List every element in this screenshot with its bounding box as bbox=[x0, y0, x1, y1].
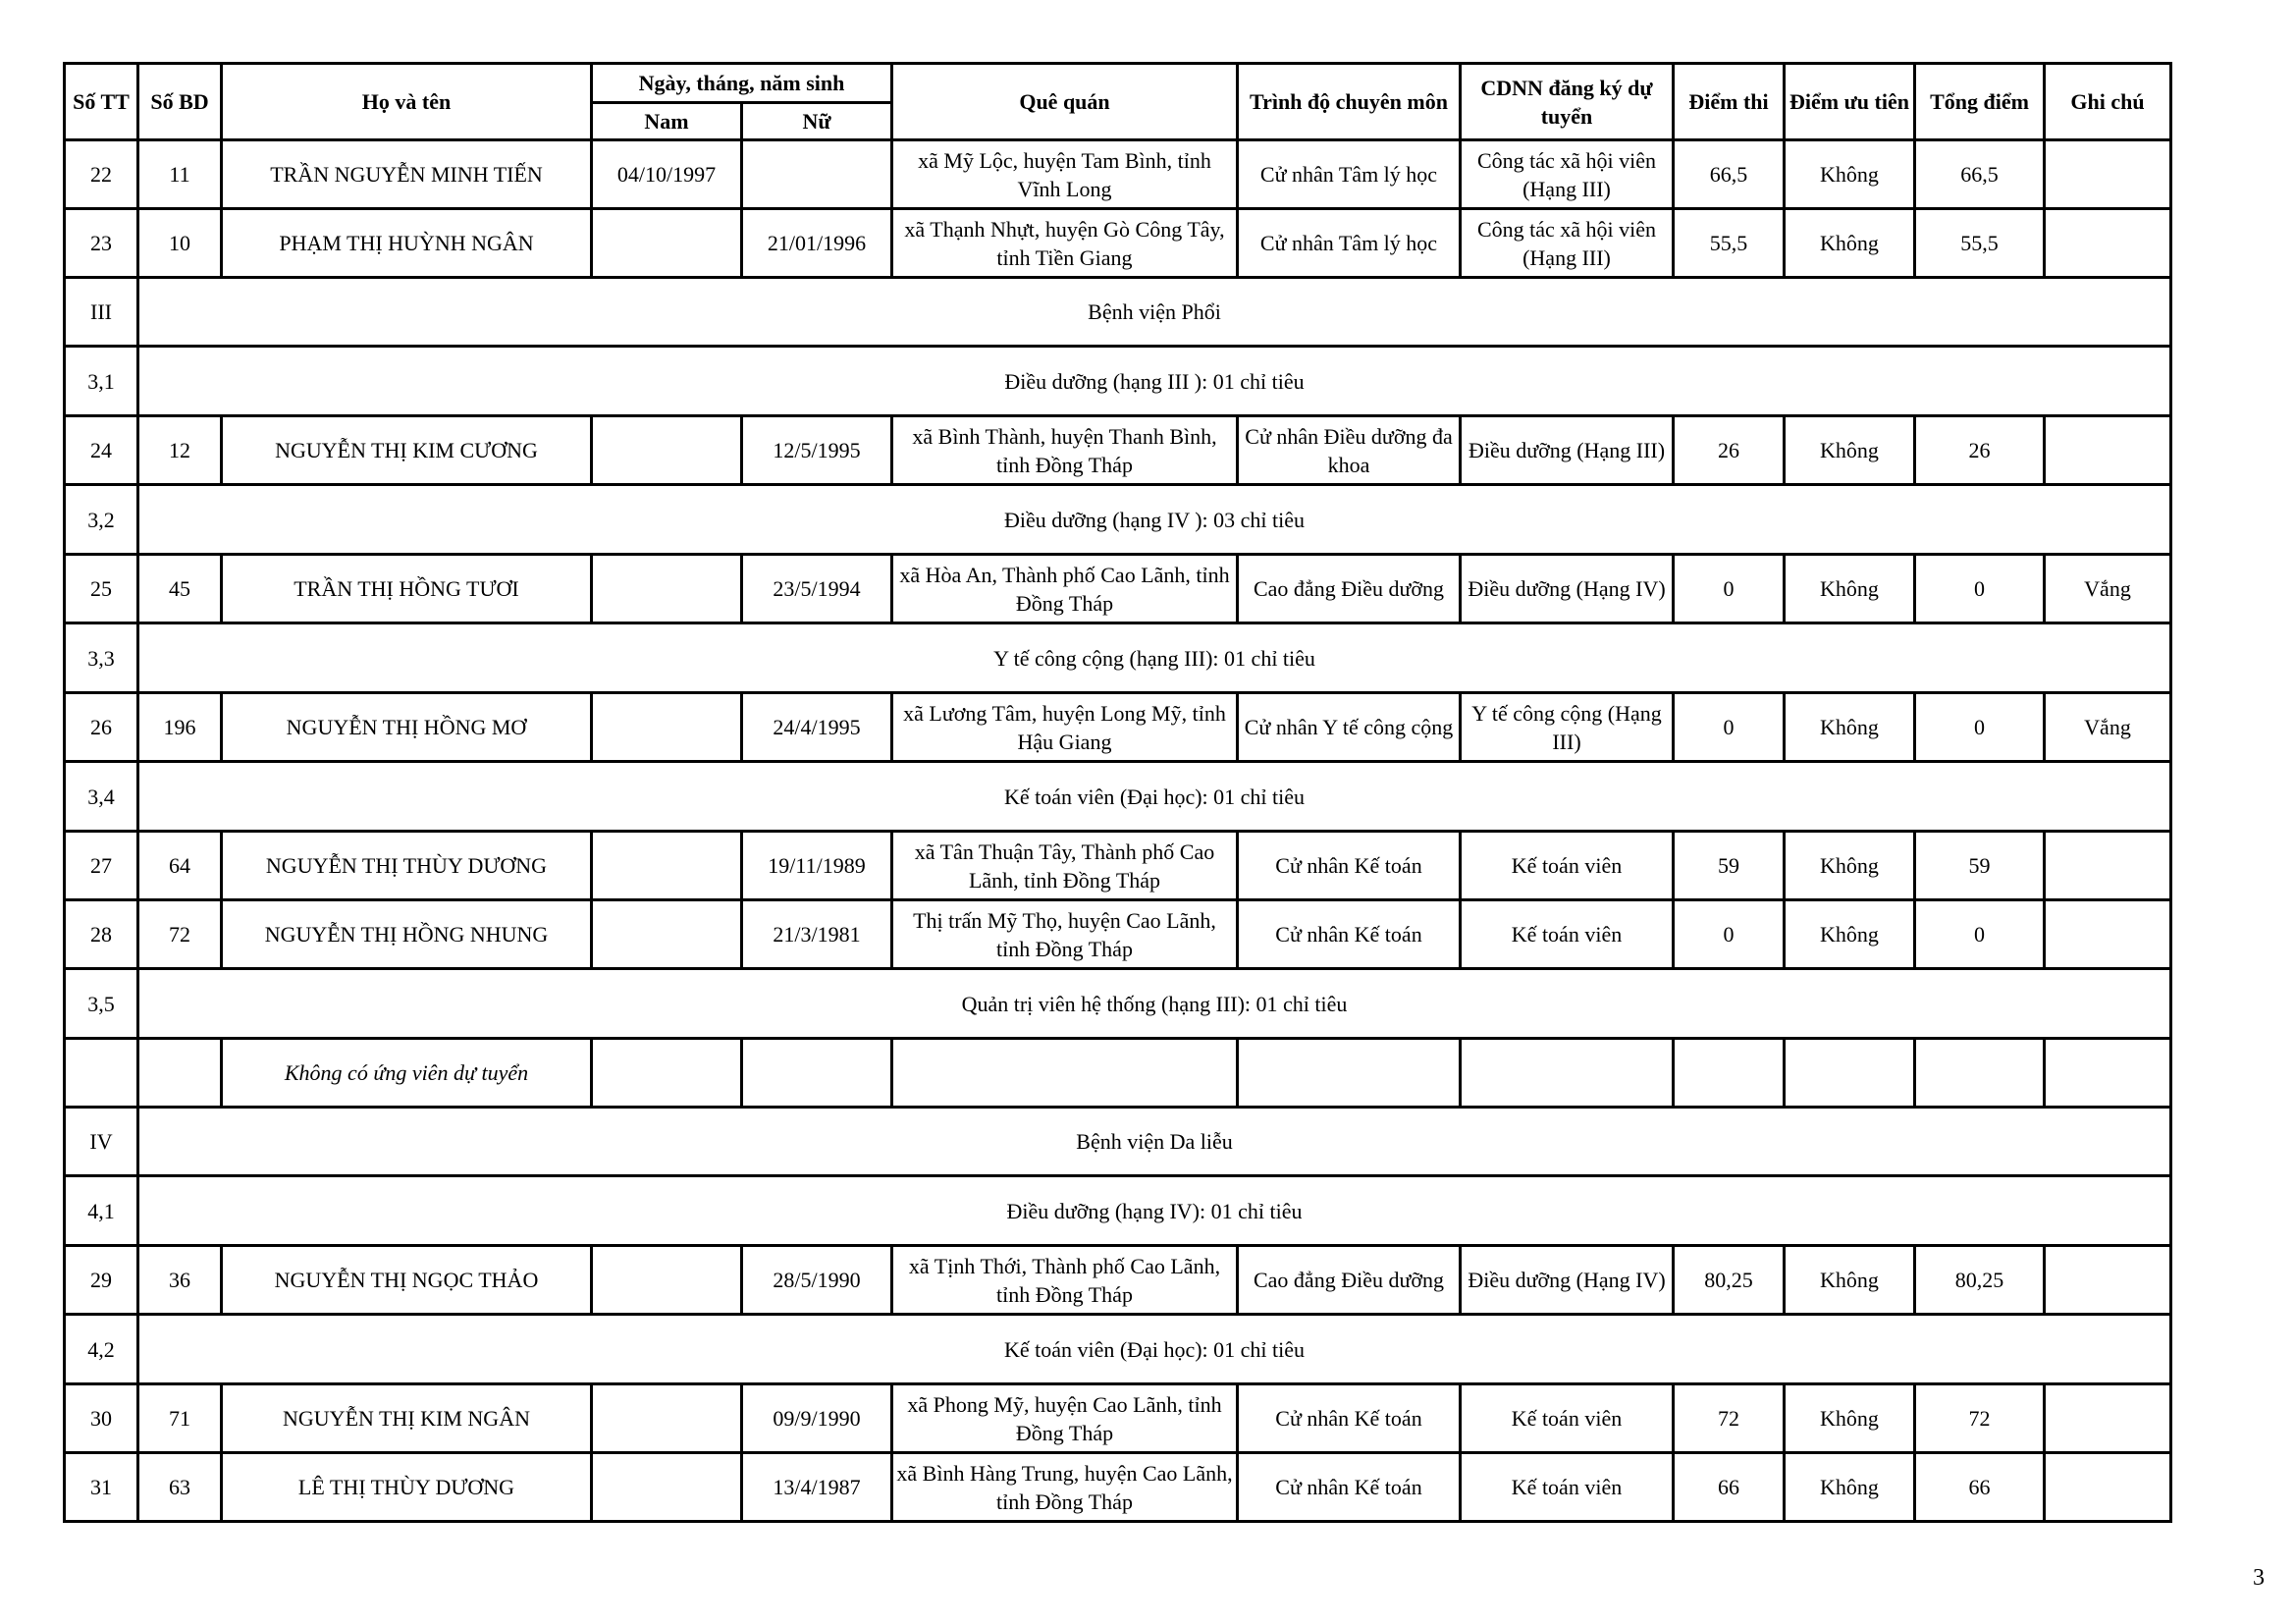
total-score-cell: 0 bbox=[1915, 693, 2045, 762]
male-dob-cell bbox=[592, 555, 742, 623]
hometown-cell: xã Bình Hàng Trung, huyện Cao Lãnh, tỉnh Đồng Tháp bbox=[892, 1453, 1238, 1522]
subsection-title: Điều dưỡng (hạng IV ): 03 chỉ tiêu bbox=[138, 485, 2171, 555]
hometown-cell: xã Tân Thuận Tây, Thành phố Cao Lãnh, tỉnh Đồng Tháp bbox=[892, 832, 1238, 900]
table-row bbox=[65, 900, 2171, 969]
note-cell bbox=[2045, 1246, 2171, 1315]
priority-cell: Không bbox=[1785, 1384, 1915, 1453]
subsection-number: 3,1 bbox=[65, 347, 138, 416]
hometown-cell: xã Lương Tâm, huyện Long Mỹ, tỉnh Hậu Giang bbox=[892, 693, 1238, 762]
exam-score-cell bbox=[1674, 1039, 1785, 1108]
cdnn-cell: Y tế công cộng (Hạng III) bbox=[1461, 693, 1674, 762]
total-score-cell: 0 bbox=[1915, 555, 2045, 623]
name-cell: NGUYỄN THỊ THÙY DƯƠNG bbox=[222, 832, 592, 900]
total-score-cell: 66 bbox=[1915, 1453, 2045, 1522]
name-cell: PHẠM THỊ HUỲNH NGÂN bbox=[222, 209, 592, 278]
subsection-number: 3,3 bbox=[65, 623, 138, 693]
stt-cell: 24 bbox=[65, 416, 138, 485]
section-row bbox=[65, 278, 2171, 347]
cdnn-cell: Điều dưỡng (Hạng IV) bbox=[1461, 555, 1674, 623]
candidate-results-table bbox=[63, 62, 2172, 1523]
female-dob-cell: 12/5/1995 bbox=[742, 416, 892, 485]
cdnn-cell: Kế toán viên bbox=[1461, 1384, 1674, 1453]
subsection-title: Kế toán viên (Đại học): 01 chỉ tiêu bbox=[138, 1315, 2171, 1384]
qualification-cell: Cao đẳng Điều dưỡng bbox=[1238, 555, 1461, 623]
header-total: Tổng điểm bbox=[1915, 64, 2045, 140]
header-exam: Điểm thi bbox=[1674, 64, 1785, 140]
table-row bbox=[65, 1384, 2171, 1453]
priority-cell: Không bbox=[1785, 900, 1915, 969]
male-dob-cell bbox=[592, 900, 742, 969]
qualification-cell: Cử nhân Kế toán bbox=[1238, 832, 1461, 900]
name-cell: NGUYỄN THỊ HỒNG MƠ bbox=[222, 693, 592, 762]
note-cell bbox=[2045, 140, 2171, 209]
name-cell: TRẦN THỊ HỒNG TƯƠI bbox=[222, 555, 592, 623]
priority-cell: Không bbox=[1785, 416, 1915, 485]
name-cell: NGUYỄN THỊ KIM NGÂN bbox=[222, 1384, 592, 1453]
cdnn-cell: Kế toán viên bbox=[1461, 1453, 1674, 1522]
cdnn-cell: Điều dưỡng (Hạng III) bbox=[1461, 416, 1674, 485]
note-cell bbox=[2045, 416, 2171, 485]
total-score-cell: 59 bbox=[1915, 832, 2045, 900]
priority-cell: Không bbox=[1785, 140, 1915, 209]
page-number: 3 bbox=[2253, 1565, 2265, 1591]
male-dob-cell bbox=[592, 1039, 742, 1108]
exam-score-cell: 0 bbox=[1674, 693, 1785, 762]
sbd-cell: 36 bbox=[138, 1246, 222, 1315]
subsection-row bbox=[65, 1176, 2171, 1246]
section-number: IV bbox=[65, 1108, 138, 1176]
exam-score-cell: 66 bbox=[1674, 1453, 1785, 1522]
subsection-title: Kế toán viên (Đại học): 01 chỉ tiêu bbox=[138, 762, 2171, 832]
table-row bbox=[65, 1246, 2171, 1315]
subsection-title: Y tế công cộng (hạng III): 01 chỉ tiêu bbox=[138, 623, 2171, 693]
hometown-cell: xã Hòa An, Thành phố Cao Lãnh, tỉnh Đồng Tháp bbox=[892, 555, 1238, 623]
stt-cell: 27 bbox=[65, 832, 138, 900]
priority-cell: Không bbox=[1785, 1453, 1915, 1522]
exam-score-cell: 66,5 bbox=[1674, 140, 1785, 209]
hometown-cell bbox=[892, 1039, 1238, 1108]
sbd-cell: 45 bbox=[138, 555, 222, 623]
subsection-title: Điều dưỡng (hạng III ): 01 chỉ tiêu bbox=[138, 347, 2171, 416]
qualification-cell: Cử nhân Kế toán bbox=[1238, 1453, 1461, 1522]
stt-cell: 30 bbox=[65, 1384, 138, 1453]
exam-score-cell: 80,25 bbox=[1674, 1246, 1785, 1315]
header-stt: Số TT bbox=[65, 64, 138, 140]
header-name: Họ và tên bbox=[222, 64, 592, 140]
male-dob-cell bbox=[592, 1246, 742, 1315]
subsection-number: 4,2 bbox=[65, 1315, 138, 1384]
header-cdnn: CDNN đăng ký dự tuyển bbox=[1461, 64, 1674, 140]
female-dob-cell: 09/9/1990 bbox=[742, 1384, 892, 1453]
exam-score-cell: 26 bbox=[1674, 416, 1785, 485]
female-dob-cell: 21/3/1981 bbox=[742, 900, 892, 969]
stt-cell: 23 bbox=[65, 209, 138, 278]
header-hometown: Quê quán bbox=[892, 64, 1238, 140]
priority-cell bbox=[1785, 1039, 1915, 1108]
sbd-cell: 10 bbox=[138, 209, 222, 278]
cdnn-cell: Điều dưỡng (Hạng IV) bbox=[1461, 1246, 1674, 1315]
stt-cell: 22 bbox=[65, 140, 138, 209]
sbd-cell: 72 bbox=[138, 900, 222, 969]
priority-cell: Không bbox=[1785, 209, 1915, 278]
exam-score-cell: 72 bbox=[1674, 1384, 1785, 1453]
table-row bbox=[65, 832, 2171, 900]
exam-score-cell: 0 bbox=[1674, 900, 1785, 969]
hometown-cell: xã Bình Thành, huyện Thanh Bình, tỉnh Đồng Tháp bbox=[892, 416, 1238, 485]
hometown-cell: Thị trấn Mỹ Thọ, huyện Cao Lãnh, tỉnh Đồng Tháp bbox=[892, 900, 1238, 969]
name-cell: NGUYỄN THỊ HỒNG NHUNG bbox=[222, 900, 592, 969]
header-note: Ghi chú bbox=[2045, 64, 2171, 140]
sbd-cell bbox=[138, 1039, 222, 1108]
header-priority: Điểm ưu tiên bbox=[1785, 64, 1915, 140]
qualification-cell: Cử nhân Tâm lý học bbox=[1238, 209, 1461, 278]
cdnn-cell: Công tác xã hội viên (Hạng III) bbox=[1461, 140, 1674, 209]
hometown-cell: xã Thạnh Nhựt, huyện Gò Công Tây, tỉnh Tiền Giang bbox=[892, 209, 1238, 278]
cdnn-cell: Công tác xã hội viên (Hạng III) bbox=[1461, 209, 1674, 278]
note-cell bbox=[2045, 209, 2171, 278]
note-cell bbox=[2045, 1453, 2171, 1522]
subsection-number: 3,4 bbox=[65, 762, 138, 832]
note-cell bbox=[2045, 1039, 2171, 1108]
cdnn-cell: Kế toán viên bbox=[1461, 900, 1674, 969]
qualification-cell: Cử nhân Y tế công cộng bbox=[1238, 693, 1461, 762]
cdnn-cell: Kế toán viên bbox=[1461, 832, 1674, 900]
subsection-number: 3,5 bbox=[65, 969, 138, 1039]
male-dob-cell bbox=[592, 1453, 742, 1522]
total-score-cell: 26 bbox=[1915, 416, 2045, 485]
total-score-cell: 66,5 bbox=[1915, 140, 2045, 209]
total-score-cell: 80,25 bbox=[1915, 1246, 2045, 1315]
female-dob-cell: 28/5/1990 bbox=[742, 1246, 892, 1315]
qualification-cell: Cử nhân Kế toán bbox=[1238, 1384, 1461, 1453]
note-cell bbox=[2045, 900, 2171, 969]
table-row bbox=[65, 555, 2171, 623]
name-cell: NGUYỄN THỊ KIM CƯƠNG bbox=[222, 416, 592, 485]
sbd-cell: 63 bbox=[138, 1453, 222, 1522]
header-male: Nam bbox=[592, 103, 742, 140]
table-row bbox=[65, 140, 2171, 209]
cdnn-cell bbox=[1461, 1039, 1674, 1108]
stt-cell: 29 bbox=[65, 1246, 138, 1315]
hometown-cell: xã Tịnh Thới, Thành phố Cao Lãnh, tỉnh Đồng Tháp bbox=[892, 1246, 1238, 1315]
total-score-cell bbox=[1915, 1039, 2045, 1108]
stt-cell: 26 bbox=[65, 693, 138, 762]
sbd-cell: 196 bbox=[138, 693, 222, 762]
section-title: Bệnh viện Da liễu bbox=[138, 1108, 2171, 1176]
exam-score-cell: 55,5 bbox=[1674, 209, 1785, 278]
note-cell: Vắng bbox=[2045, 555, 2171, 623]
female-dob-cell: 23/5/1994 bbox=[742, 555, 892, 623]
total-score-cell: 72 bbox=[1915, 1384, 2045, 1453]
male-dob-cell bbox=[592, 1384, 742, 1453]
subsection-row bbox=[65, 485, 2171, 555]
subsection-title: Quản trị viên hệ thống (hạng III): 01 chỉ tiêu bbox=[138, 969, 2171, 1039]
note-cell: Vắng bbox=[2045, 693, 2171, 762]
subsection-row bbox=[65, 1315, 2171, 1384]
note-cell bbox=[2045, 1384, 2171, 1453]
priority-cell: Không bbox=[1785, 693, 1915, 762]
hometown-cell: xã Phong Mỹ, huyện Cao Lãnh, tỉnh Đồng Tháp bbox=[892, 1384, 1238, 1453]
header-female: Nữ bbox=[742, 103, 892, 140]
stt-cell: 31 bbox=[65, 1453, 138, 1522]
exam-score-cell: 59 bbox=[1674, 832, 1785, 900]
table-row bbox=[65, 693, 2171, 762]
table-row bbox=[65, 416, 2171, 485]
qualification-cell: Cử nhân Kế toán bbox=[1238, 900, 1461, 969]
subsection-row bbox=[65, 347, 2171, 416]
priority-cell: Không bbox=[1785, 832, 1915, 900]
female-dob-cell: 13/4/1987 bbox=[742, 1453, 892, 1522]
female-dob-cell: 19/11/1989 bbox=[742, 832, 892, 900]
male-dob-cell bbox=[592, 832, 742, 900]
header-sbd: Số BD bbox=[138, 64, 222, 140]
header-qualification: Trình độ chuyên môn bbox=[1238, 64, 1461, 140]
stt-cell: 28 bbox=[65, 900, 138, 969]
subsection-row bbox=[65, 623, 2171, 693]
qualification-cell: Cử nhân Điều dưỡng đa khoa bbox=[1238, 416, 1461, 485]
total-score-cell: 0 bbox=[1915, 900, 2045, 969]
note-cell bbox=[2045, 832, 2171, 900]
hometown-cell: xã Mỹ Lộc, huyện Tam Bình, tỉnh Vĩnh Long bbox=[892, 140, 1238, 209]
male-dob-cell bbox=[592, 416, 742, 485]
priority-cell: Không bbox=[1785, 555, 1915, 623]
section-row bbox=[65, 1108, 2171, 1176]
subsection-row bbox=[65, 969, 2171, 1039]
male-dob-cell bbox=[592, 693, 742, 762]
name-cell: NGUYỄN THỊ NGỌC THẢO bbox=[222, 1246, 592, 1315]
male-dob-cell: 04/10/1997 bbox=[592, 140, 742, 209]
name-cell: TRẦN NGUYỄN MINH TIẾN bbox=[222, 140, 592, 209]
empty-candidates-row bbox=[65, 1039, 2171, 1108]
no-candidates-note: Không có ứng viên dự tuyển bbox=[222, 1039, 592, 1108]
sbd-cell: 11 bbox=[138, 140, 222, 209]
stt-cell bbox=[65, 1039, 138, 1108]
section-title: Bệnh viện Phổi bbox=[138, 278, 2171, 347]
section-number: III bbox=[65, 278, 138, 347]
table-row bbox=[65, 1453, 2171, 1522]
qualification-cell: Cử nhân Tâm lý học bbox=[1238, 140, 1461, 209]
female-dob-cell: 21/01/1996 bbox=[742, 209, 892, 278]
subsection-row bbox=[65, 762, 2171, 832]
qualification-cell: Cao đẳng Điều dưỡng bbox=[1238, 1246, 1461, 1315]
name-cell: LÊ THỊ THÙY DƯƠNG bbox=[222, 1453, 592, 1522]
exam-score-cell: 0 bbox=[1674, 555, 1785, 623]
male-dob-cell bbox=[592, 209, 742, 278]
table-row bbox=[65, 209, 2171, 278]
sbd-cell: 71 bbox=[138, 1384, 222, 1453]
subsection-number: 3,2 bbox=[65, 485, 138, 555]
subsection-number: 4,1 bbox=[65, 1176, 138, 1246]
female-dob-cell bbox=[742, 1039, 892, 1108]
priority-cell: Không bbox=[1785, 1246, 1915, 1315]
qualification-cell bbox=[1238, 1039, 1461, 1108]
stt-cell: 25 bbox=[65, 555, 138, 623]
female-dob-cell: 24/4/1995 bbox=[742, 693, 892, 762]
total-score-cell: 55,5 bbox=[1915, 209, 2045, 278]
female-dob-cell bbox=[742, 140, 892, 209]
sbd-cell: 12 bbox=[138, 416, 222, 485]
subsection-title: Điều dưỡng (hạng IV): 01 chỉ tiêu bbox=[138, 1176, 2171, 1246]
header-dob: Ngày, tháng, năm sinh bbox=[592, 64, 892, 103]
sbd-cell: 64 bbox=[138, 832, 222, 900]
